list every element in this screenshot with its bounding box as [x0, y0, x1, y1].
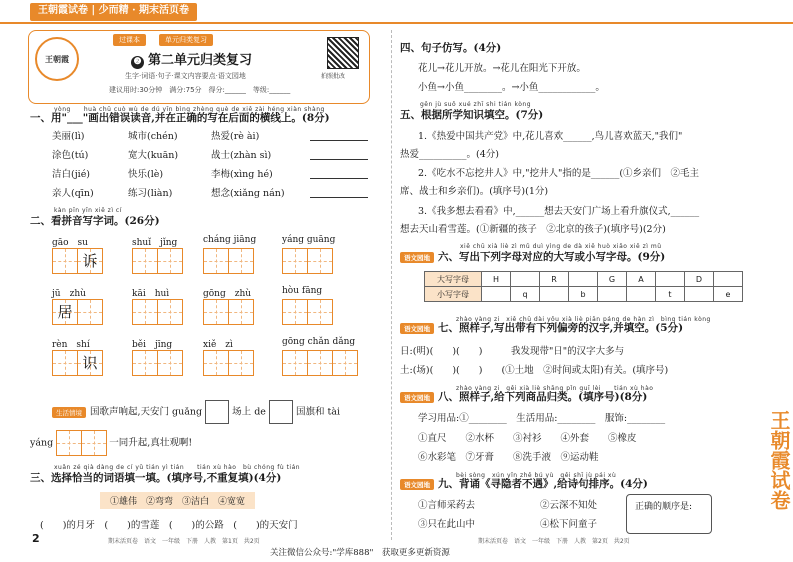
order-answer-box[interactable]	[626, 494, 712, 534]
upper-letter-cell[interactable]	[511, 272, 540, 287]
s7-pinyin: zhào yàng zi xiě chū dài yǒu xià liè piān páng de hàn zì bìng tián kòng	[456, 316, 711, 323]
s5-q3: 3.《我多想去看看》中,______想去天安门广场上看升旗仪式,______	[418, 206, 700, 217]
s7-title-wrap	[400, 320, 683, 335]
s1-answer-line[interactable]	[310, 178, 368, 179]
write-cell[interactable]	[52, 248, 78, 274]
upper-label: 大写字母	[425, 272, 482, 287]
meta-info: 建议用时:30分钟 满分:75分 得分:______ 等级:______	[109, 86, 291, 94]
s9-title: 九、背诵《寻隐者不遇》,给诗句排序。(4分)	[438, 478, 648, 490]
write-cell[interactable]	[228, 299, 254, 325]
cell-char: 居	[57, 303, 73, 321]
write-cell[interactable]	[282, 350, 308, 376]
s1-item[interactable]: 想念(xiǎng nán)	[211, 188, 285, 199]
s2-sentence-1b: 场上 de	[232, 406, 266, 418]
s9-title-wrap	[400, 476, 648, 491]
s1-item[interactable]: 亲人(qīn)	[52, 188, 94, 199]
qr-label: 拍照批改	[321, 73, 346, 80]
s2-write-grid	[132, 299, 182, 325]
answer-box[interactable]	[269, 400, 293, 424]
cell-char: 诉	[82, 252, 98, 270]
s3-title: 三、选择恰当的词语填一填。(填序号,不重复填)(4分)	[30, 472, 282, 484]
s8-items-1: ①直尺 ②水杯 ③衬衫 ④外套 ⑤橡皮	[418, 433, 637, 444]
write-cell[interactable]	[77, 248, 103, 274]
s8-pinyin: zhào yàng zi gěi xià liè shāng pǐn guī lèi tián xù hào	[456, 385, 654, 392]
s9-pinyin: bèi sòng xún yǐn zhě bú yù gěi shī jù pái xù	[456, 472, 617, 479]
s3-pinyin: xuǎn zé qià dàng de cí yǔ tián yì tián tián xù hào bù chóng fù tián	[54, 464, 301, 471]
lower-letter-cell[interactable]: e	[714, 287, 743, 302]
s2-sentence-2	[30, 430, 192, 456]
upper-letter-cell[interactable]: A	[627, 272, 656, 287]
lower-letter-cell[interactable]: t	[656, 287, 685, 302]
life-badge: 生活情境	[52, 407, 86, 418]
s8-heads[interactable]: 学习用品:①________ 生活用品:________ 服饰:________	[418, 413, 666, 424]
write-cell[interactable]	[203, 299, 229, 325]
s1-item[interactable]: 热爱(rè ài)	[211, 131, 260, 142]
s3-options: ①雄伟 ②弯弯 ③洁白 ④宽宽	[100, 492, 255, 509]
bottom-notice: 关注微信公众号:"学库888" 获取更多更新资源	[270, 548, 450, 558]
s5-q1: 1.《热爱中国共产党》中,花儿喜欢______,鸟儿喜欢蓝天,"我们"	[418, 131, 683, 142]
lower-letter-cell[interactable]	[627, 287, 656, 302]
s1-pinyin: yòng huà chū cuò wù de dú yīn bìng zhèng què de xiě zài héng xiàn shàng	[54, 106, 325, 113]
write-cell[interactable]	[282, 299, 308, 325]
column-divider	[391, 30, 392, 540]
write-cell[interactable]	[81, 430, 107, 456]
s2-pinyin-label: gōng zhù	[203, 289, 252, 299]
s2-sentence-2a: yáng	[30, 437, 54, 449]
s2-pinyin-label: jū zhù	[52, 289, 86, 299]
write-cell[interactable]	[282, 248, 308, 274]
s1-item[interactable]: 涂色(tú)	[52, 150, 89, 161]
s2-pinyin-label: kāi huì	[132, 289, 170, 299]
s9-badge: 语文园地	[400, 479, 434, 490]
write-cell[interactable]	[157, 350, 183, 376]
s1-answer-line[interactable]	[310, 197, 368, 198]
lower-letter-cell[interactable]: q	[511, 287, 540, 302]
s2-pinyin-label: yáng guāng	[282, 235, 336, 245]
s1-item[interactable]: 美丽(lì)	[52, 131, 85, 142]
title-number: ❷	[131, 56, 144, 69]
write-cell[interactable]	[132, 248, 158, 274]
brand-watermark: 王朝霞试卷	[767, 410, 791, 510]
write-cell[interactable]	[307, 299, 333, 325]
write-cell[interactable]	[56, 430, 82, 456]
upper-letter-cell[interactable]: R	[540, 272, 569, 287]
write-cell[interactable]	[332, 350, 358, 376]
s2-pinyin-label: gōng chǎn dǎng	[282, 337, 356, 347]
s5-q2b: 席、战士和乡亲们)。(填序号)(1分)	[400, 186, 549, 197]
logo-icon: 王朝霞	[35, 37, 79, 81]
s5-q3b: 想去天山看雪莲。(①新疆的孩子 ②北京的孩子)(填序号)(2分)	[400, 224, 666, 235]
s8-items-2: ⑥水彩笔 ⑦牙膏 ⑧洗手液 ⑨运动鞋	[418, 452, 599, 463]
s4-title: 四、句子仿写。(4分)	[400, 42, 502, 54]
s8-badge: 语文园地	[400, 392, 434, 403]
write-cell[interactable]	[307, 350, 333, 376]
s2-pinyin-label: hòu fāng	[282, 286, 323, 296]
s2-write-grid	[132, 248, 182, 274]
upper-letter-cell[interactable]	[714, 272, 743, 287]
header-box	[28, 30, 370, 104]
write-cell[interactable]	[77, 299, 103, 325]
poem-line-4: ④松下问童子	[540, 519, 598, 530]
s5-title: 五、根据所学知识填空。(7分)	[400, 109, 544, 121]
s2-sentence-1a: 国歌声响起,天安门 guǎng	[90, 406, 203, 418]
write-cell[interactable]	[228, 350, 254, 376]
s4-example: 花儿→花儿开放。→花儿在阳光下开放。	[418, 63, 586, 74]
s8-title-wrap	[400, 389, 647, 404]
chip-review: 单元归类复习	[159, 34, 213, 46]
s3-blanks[interactable]: ( )的月牙 ( )的雪莲 ( )的公路 ( )的天安门	[40, 520, 298, 531]
order-label: 正确的顺序是:	[635, 502, 693, 512]
s2-pinyin-label: cháng jiāng	[203, 235, 257, 245]
lower-letter-cell[interactable]	[685, 287, 714, 302]
upper-letter-cell[interactable]: H	[482, 272, 511, 287]
s1-answer-line[interactable]	[310, 159, 368, 160]
s2-sentence-1	[52, 400, 382, 424]
write-cell[interactable]	[203, 248, 229, 274]
lower-letter-cell[interactable]	[598, 287, 627, 302]
qr-code-icon[interactable]	[327, 37, 359, 69]
s2-sentence-1c: 国旗和 tài	[295, 406, 341, 418]
s6-title: 六、写出下列字母对应的大写或小写字母。(9分)	[438, 251, 666, 263]
s2-sentence-2b: 一同升起,真壮观啊!	[109, 437, 193, 449]
s5-q1b: 热爱__________。(4分)	[400, 149, 499, 160]
lower-letter-cell[interactable]	[482, 287, 511, 302]
s1-item[interactable]: 城市(chén)	[128, 131, 178, 142]
topic-tags: 生字·词语·句子·课文内容要点·语文园地	[125, 72, 246, 80]
write-cell[interactable]	[157, 299, 183, 325]
page-number: 2	[32, 532, 40, 545]
s2-write-grid	[132, 350, 182, 376]
s1-item[interactable]: 快乐(lè)	[128, 169, 164, 180]
s2-write-grid	[282, 350, 357, 376]
s6-title-wrap	[400, 249, 665, 264]
s2-write-grid	[52, 299, 102, 325]
s7-line-2[interactable]: 土:(场)( )( ) (①土地 ②时间或太阳)有关。(填序号)	[400, 365, 669, 376]
s1-item[interactable]: 练习(liàn)	[128, 188, 173, 199]
s2-pinyin-label: xiě zì	[203, 340, 233, 350]
title-text: 第二单元归类复习	[148, 53, 253, 68]
chip-course: 过课本	[113, 34, 146, 46]
lower-letter-cell[interactable]	[540, 287, 569, 302]
lower-letter-cell[interactable]: b	[569, 287, 598, 302]
s6-badge: 语文园地	[400, 252, 434, 263]
page-title	[131, 49, 252, 69]
s4-fill[interactable]: 小鱼→小鱼________。→小鱼____________。	[418, 82, 605, 93]
upper-letter-cell[interactable]	[656, 272, 685, 287]
top-banner	[0, 0, 793, 24]
write-cell[interactable]	[77, 350, 103, 376]
s2-write-grid	[203, 248, 253, 274]
poem-line-2: ②云深不知处	[540, 500, 598, 511]
s1-item[interactable]: 洁白(jié)	[52, 169, 91, 180]
write-cell[interactable]	[132, 299, 158, 325]
s1-item[interactable]: 宽大(kuān)	[128, 150, 179, 161]
poem-line-1: ①言师采药去	[418, 500, 476, 511]
s2-pinyin: kàn pīn yīn xiě zì cí	[54, 207, 122, 214]
s2-write-grid	[52, 248, 102, 274]
s7-line-1[interactable]: 日:(明)( )( ) 我发现带"日"的汉字大多与	[400, 346, 625, 357]
write-cell[interactable]	[132, 350, 158, 376]
letters-table	[424, 271, 743, 302]
s2-write-grid	[52, 350, 102, 376]
footer-right: 期末活页卷 语文 一年级 下册 人教 第2页 共2页	[478, 538, 630, 545]
s2-write-grid	[203, 350, 253, 376]
s1-item[interactable]: 李梅(xìng hé)	[211, 169, 273, 180]
s5-q2: 2.《吃水不忘挖井人》中,"挖井人"指的是______(①乡亲们 ②毛主	[418, 168, 700, 179]
s2-pinyin-label: gāo su	[52, 238, 88, 248]
write-cell[interactable]	[157, 248, 183, 274]
write-cell[interactable]	[307, 248, 333, 274]
write-cell[interactable]	[52, 299, 78, 325]
footer-left: 期末活页卷 语文 一年级 下册 人教 第1页 共2页	[108, 538, 260, 545]
cell-char: 识	[82, 354, 98, 372]
s8-title: 八、照样子,给下列商品归类。(填序号)(8分)	[438, 391, 648, 403]
s6-pinyin: xiě chū xià liè zì mǔ duì yìng de dà xiě huò xiǎo xiě zì mǔ	[460, 243, 662, 250]
lower-label: 小写字母	[425, 287, 482, 302]
s7-badge: 语文园地	[400, 323, 434, 334]
s7-title: 七、照样子,写出带有下列偏旁的汉字,并填空。(5分)	[438, 322, 684, 334]
s2-pinyin-label: běi jīng	[132, 340, 173, 350]
s2-write-grid	[282, 299, 332, 325]
answer-box[interactable]	[205, 400, 229, 424]
s1-answer-line[interactable]	[310, 140, 368, 141]
s2-title: 二、看拼音写字词。(26分)	[30, 215, 160, 227]
s1-item[interactable]: 战士(zhàn sì)	[211, 150, 272, 161]
s2-pinyin-label: shuǐ jǐng	[132, 238, 178, 248]
s2-pinyin-label: rèn shí	[52, 340, 90, 350]
brand-label: 王朝霞试卷 | 少而精 · 期末活页卷	[30, 3, 197, 21]
write-cell[interactable]	[52, 350, 78, 376]
poem-line-3: ③只在此山中	[418, 519, 476, 530]
write-cell[interactable]	[228, 248, 254, 274]
upper-letter-cell[interactable]: D	[685, 272, 714, 287]
s2-write-grid	[203, 299, 253, 325]
upper-letter-cell[interactable]	[569, 272, 598, 287]
s2-write-grid	[282, 248, 332, 274]
s5-pinyin: gēn jù suǒ xué zhī shi tián kòng	[420, 101, 532, 108]
s1-title: 一、用"___"画出错误读音,并在正确的写在后面的横线上。(8分)	[30, 112, 330, 124]
upper-letter-cell[interactable]: G	[598, 272, 627, 287]
write-cell[interactable]	[203, 350, 229, 376]
